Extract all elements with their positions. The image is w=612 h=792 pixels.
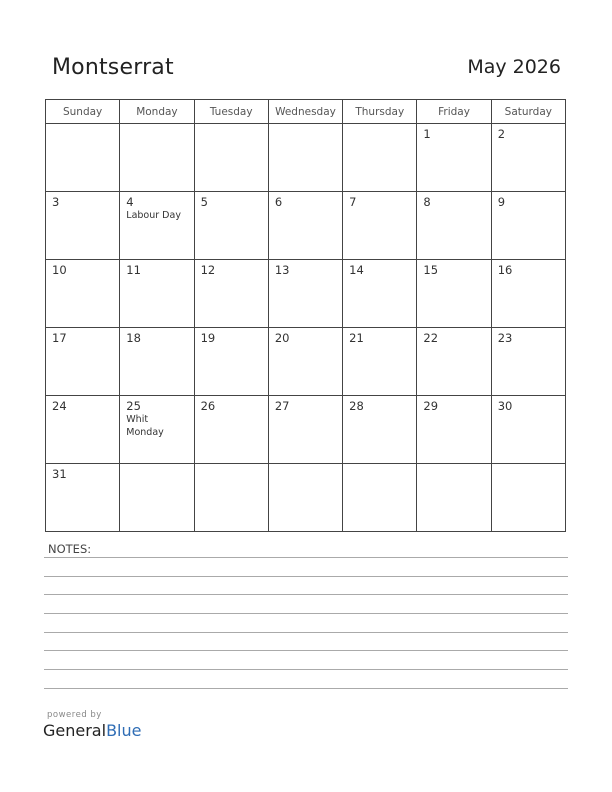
day-cell <box>417 464 491 532</box>
brand-blue: Blue <box>106 721 142 740</box>
weekday-header: Wednesday <box>268 100 342 124</box>
day-cell <box>268 260 342 328</box>
note-line <box>44 650 568 651</box>
day-number: 8 <box>423 195 431 209</box>
day-cell <box>268 464 342 532</box>
day-cell <box>343 124 417 192</box>
day-cell <box>120 328 194 396</box>
day-cell <box>120 192 194 260</box>
day-cell <box>194 124 268 192</box>
weekday-header: Monday <box>120 100 194 124</box>
day-cell <box>417 192 491 260</box>
day-cell <box>194 464 268 532</box>
day-cell <box>343 260 417 328</box>
day-cell <box>417 328 491 396</box>
day-number: 3 <box>52 195 60 209</box>
week-row <box>46 124 566 192</box>
day-number: 29 <box>423 399 439 413</box>
weekday-header: Friday <box>417 100 491 124</box>
day-number: 10 <box>52 263 67 277</box>
week-row <box>46 464 566 532</box>
day-cell <box>268 192 342 260</box>
day-number: 2 <box>497 127 506 141</box>
day-cell <box>46 124 120 192</box>
day-cell <box>417 260 491 328</box>
notes-label: NOTES: <box>48 542 92 556</box>
day-cell <box>268 328 342 396</box>
calendar-grid <box>45 99 566 532</box>
day-number: 18 <box>126 331 141 345</box>
day-cell <box>417 124 491 192</box>
day-cell <box>491 124 565 192</box>
day-number: 31 <box>52 467 67 481</box>
weekday-header-row <box>46 100 566 124</box>
day-cell <box>120 124 194 192</box>
day-cell <box>46 192 120 260</box>
week-row <box>46 328 566 396</box>
day-number: 21 <box>349 331 364 345</box>
day-cell <box>268 124 342 192</box>
day-cell <box>343 396 417 464</box>
day-cell <box>491 464 565 532</box>
powered-by-text: powered by <box>47 710 102 720</box>
day-number: 14 <box>349 263 364 277</box>
day-number: 1 <box>423 127 431 141</box>
day-cell <box>491 192 565 260</box>
day-number: 13 <box>274 263 290 277</box>
week-row <box>46 260 566 328</box>
calendar-country-title: Montserrat <box>52 55 174 80</box>
day-number: 19 <box>200 331 216 345</box>
weekday-header: Thursday <box>343 100 417 124</box>
note-line <box>44 576 568 577</box>
day-cell <box>491 260 565 328</box>
day-number: 30 <box>497 399 513 413</box>
week-row <box>46 192 566 260</box>
day-number: 28 <box>349 399 364 413</box>
holiday-label: Labour Day <box>126 210 181 221</box>
day-cell <box>120 464 194 532</box>
day-cell <box>268 396 342 464</box>
note-line <box>44 688 568 689</box>
day-number: 15 <box>423 263 439 277</box>
brand-logo[interactable] <box>43 721 141 740</box>
day-cell <box>194 396 268 464</box>
day-number: 20 <box>274 331 290 345</box>
note-line <box>44 594 568 595</box>
week-row <box>46 396 566 464</box>
note-line <box>44 613 568 614</box>
note-line <box>44 632 568 633</box>
brand-general: General <box>43 721 107 740</box>
day-number: 25 <box>126 399 141 413</box>
day-number: 7 <box>349 195 357 209</box>
day-cell <box>491 328 565 396</box>
day-cell <box>120 396 194 464</box>
day-cell <box>491 396 565 464</box>
day-number: 16 <box>497 263 513 277</box>
day-cell <box>194 328 268 396</box>
day-cell <box>46 396 120 464</box>
day-cell <box>343 192 417 260</box>
calendar-month-year: May 2026 <box>467 56 561 78</box>
weekday-header: Saturday <box>491 100 565 124</box>
day-number: 5 <box>200 195 208 209</box>
day-number: 27 <box>274 399 290 413</box>
day-cell <box>343 464 417 532</box>
day-cell <box>46 464 120 532</box>
day-number: 24 <box>52 399 67 413</box>
note-line <box>44 557 568 558</box>
day-number: 26 <box>200 399 216 413</box>
day-number: 9 <box>497 195 506 209</box>
day-number: 4 <box>126 195 134 209</box>
day-number: 12 <box>200 263 216 277</box>
day-cell <box>46 260 120 328</box>
day-number: 23 <box>497 331 513 345</box>
day-cell <box>194 260 268 328</box>
weekday-header: Sunday <box>46 100 120 124</box>
note-line <box>44 669 568 670</box>
day-cell <box>46 328 120 396</box>
day-number: 6 <box>274 195 283 209</box>
weekday-header: Tuesday <box>194 100 268 124</box>
day-cell <box>120 260 194 328</box>
holiday-label: Whit Monday <box>126 414 164 438</box>
day-cell <box>343 328 417 396</box>
day-cell <box>194 192 268 260</box>
day-number: 17 <box>52 331 67 345</box>
day-number: 11 <box>126 263 141 277</box>
day-number: 22 <box>423 331 439 345</box>
day-cell <box>417 396 491 464</box>
